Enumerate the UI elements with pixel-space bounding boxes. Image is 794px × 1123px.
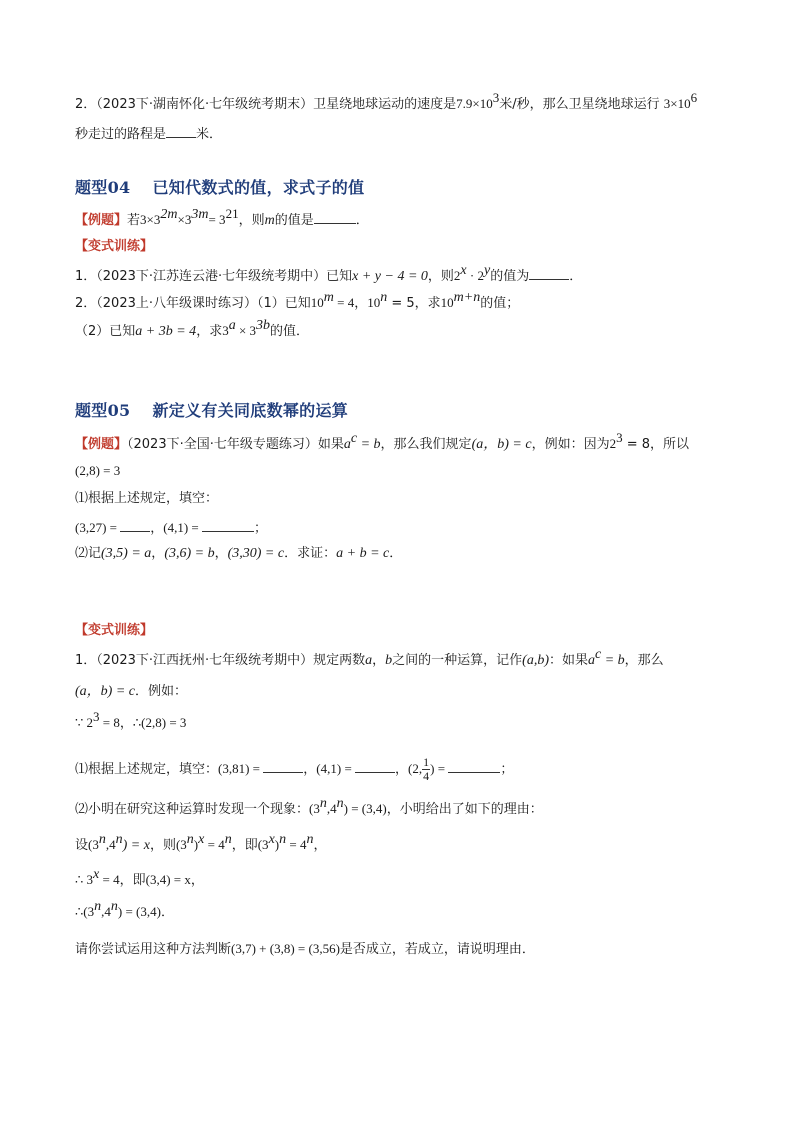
answer-blank[interactable] [263,759,303,773]
variant-05-q1-reason-3: $\therefore(3^n,4^n) = (3,4)$． [75,899,174,920]
answer-blank[interactable] [166,124,196,138]
fraction-one-quarter: $\frac{1}{4}$ [423,755,430,783]
variant-05-q1-line-1: 1．（2023下·江西抚州·七年级统考期中）规定两数a，b之间的一种运算，记作(a,b)：如果$a^c = b$，那么 [75,647,664,668]
example-05-part1: ⑴根据上述规定，填空： [75,491,219,506]
variant-training-label: 【变式训练】 [75,239,154,254]
variant-05-q1-reason-1: 设$(3^n,4^n) = x$，则$(3^n)^x = 4^n$，即$(3^x)^n = 4^n$， [75,832,327,853]
answer-blank[interactable] [314,210,356,224]
variant-05-q1-part1: ⑴根据上述规定，填空：(3,81) = ，(4,1) = ，(2, $\frac{1}{4}$ ) = ； [75,755,514,783]
q2-line-1: 2．（2023下·湖南怀化·七年级统考期末）卫星绕地球运动的速度是$7.9\times 10^3$米/秒，那么卫星绕地球运行 $3\times 10^6$ [75,90,698,112]
example-04: 【例题】若$3\times 3^{2m}\times 3^{3m}= 3^{21}$，则m的值是 ． [75,206,369,228]
answer-blank[interactable] [529,266,569,280]
variant-training-label-2: 【变式训练】 [75,623,154,638]
example-05-line-1: 【例题】（2023下·全国·七年级专题练习）如果$a^c = b$，那么我们规定(a，b) = c，例如：因为$2^3 = 8$，所以 [75,430,690,452]
example-05-part1-blanks: (3,27) = ，(4,1) = ； [75,520,268,536]
answer-blank[interactable] [448,759,500,773]
section-heading-04: 题型04 已知代数式的值，求式子的值 [75,178,365,197]
example-05-part2: ⑵记(3,5) = a，(3,6) = b，(3,30) = c．求证：a + b = c． [75,546,403,561]
answer-blank[interactable] [120,518,150,532]
variant-04-q1: 1．（2023下·江苏连云港·七年级统考期中）已知x + y − 4 = 0，则$2^x \cdot 2^y$的值为 ． [75,263,583,284]
variant-05-q1-task: 请你尝试运用这种方法判断(3,7) + (3,8) = (3,56)是否成立，若成立，请说明理由． [75,941,535,957]
variant-04-q2-part2: （2）已知a + 3b = 4，求$3^a \times 3^{3b}$的值． [75,318,310,339]
variant-04-q2-part1: 2．（2023上·八年级课时练习）（1）已知$10^m = 4$，$10^n = 5$，求$10^{m+n}$的值； [75,290,520,311]
q2-line-2: 秒走过的路程是 米． [75,124,222,144]
answer-blank[interactable] [202,518,254,532]
answer-blank[interactable] [355,759,395,773]
variant-05-q1-part2: ⑵小明在研究这种运算时发现一个现象：$(3^n,4^n) = (3,4)$，小明给出了如下的理由： [75,796,543,817]
variant-05-q1-reason-2: ∴ $3^x = 4$，即(3,4) = x， [75,867,204,888]
example-05-line-2: (2,8) = 3 [75,463,121,478]
variant-05-q1-line-2: (a，b) = c．例如： [75,684,188,699]
section-heading-05: 题型05 新定义有关同底数幂的运算 [75,401,349,420]
variant-05-q1-line-3: ∵ $2^3 = 8$，∴(2,8) = 3 [75,709,187,731]
